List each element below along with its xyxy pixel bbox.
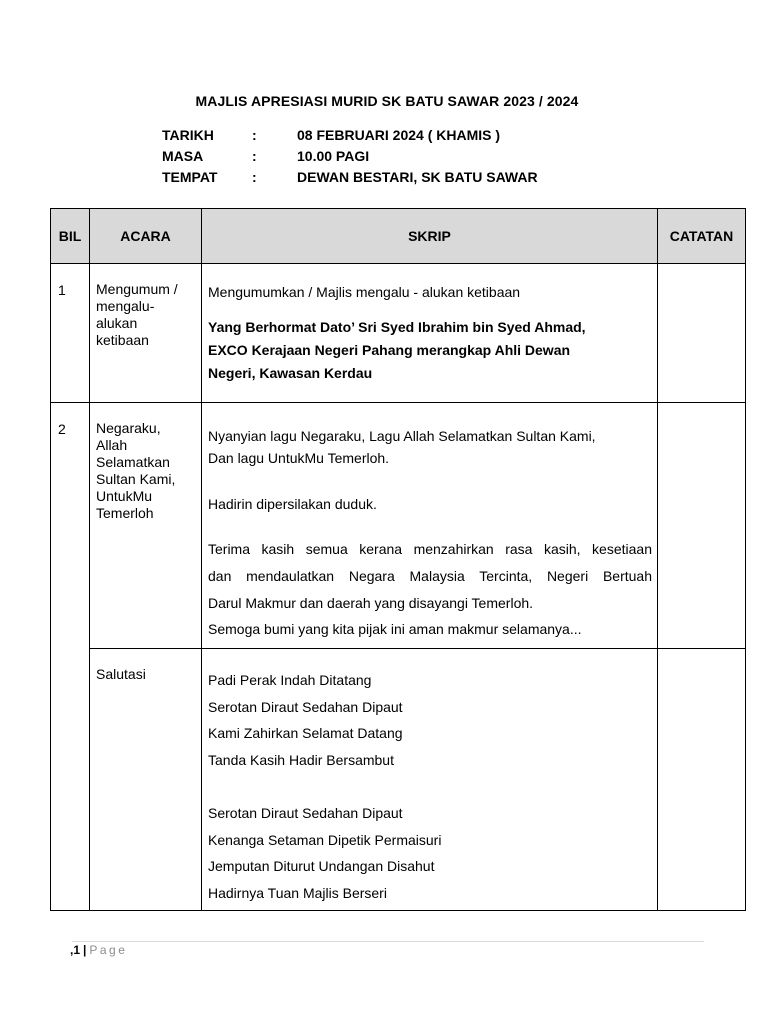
skrip-cell <box>202 649 658 911</box>
header-skrip: SKRIP <box>202 209 658 264</box>
script-line: Terima kasih semua kerana menzahirkan rasa kasih, kesetiaan <box>208 541 652 557</box>
script-line: dan mendaulatkan Negara Malaysia Tercinta, Negeri Bertuah <box>208 568 652 584</box>
verse-line: Kami Zahirkan Selamat Datang <box>208 725 403 741</box>
header-catatan: CATATAN <box>658 209 746 264</box>
acara-line: Sultan Kami, <box>96 471 176 487</box>
info-value: DEWAN BESTARI, SK BATU SAWAR <box>297 169 538 185</box>
verse-line: Jemputan Diturut Undangan Disahut <box>208 858 435 874</box>
verse-line: Tanda Kasih Hadir Bersambut <box>208 751 394 768</box>
catatan-cell <box>658 649 746 911</box>
info-colon: : <box>252 127 257 143</box>
acara-line: alukan <box>96 315 138 331</box>
skrip-cell <box>202 264 658 403</box>
acara-line: mengalu- <box>96 298 155 314</box>
script-line: Dan lagu UntukMu Temerloh. <box>208 450 390 466</box>
script-guest-line: Negeri, Kawasan Kerdau <box>208 365 373 381</box>
verse-line: Hadirnya Tuan Majlis Berseri <box>208 884 387 901</box>
acara-line: Mengumum / <box>96 281 178 297</box>
verse-line: Kenanga Setaman Dipetik Permaisuri <box>208 831 442 848</box>
table-row <box>51 264 746 403</box>
verse-line: Serotan Diraut Sedahan Dipaut <box>208 805 403 821</box>
acara-line: UntukMu <box>96 488 153 504</box>
info-value: 10.00 PAGI <box>297 148 370 164</box>
info-row-date <box>162 126 538 147</box>
table-header-row <box>51 209 746 264</box>
script-line: Semoga bumi yang kita pijak ini aman makmur selamanya... <box>208 621 582 637</box>
script-guest-line: EXCO Kerajaan Negeri Pahang merangkap Ahli Dewan <box>208 342 571 358</box>
info-value: 08 FEBRUARI 2024 ( KHAMIS ) <box>297 127 501 143</box>
acara-cell <box>90 649 202 911</box>
bil-cell: 1 <box>51 264 90 403</box>
document-title: MAJLIS APRESIASI MURID SK BATU SAWAR 2023 / 2024 <box>195 93 579 109</box>
verse-line: Padi Perak Indah Ditatang <box>208 672 372 688</box>
page-label: Page <box>89 943 128 957</box>
table-row <box>51 649 746 911</box>
script-line: Hadirin dipersilakan duduk. <box>208 496 377 512</box>
info-label: TEMPAT <box>162 169 218 185</box>
bil-cell: 2 <box>51 403 90 911</box>
info-label: MASA <box>162 148 204 164</box>
event-info <box>162 126 538 189</box>
program-table <box>50 208 746 911</box>
page-footer <box>70 943 127 957</box>
catatan-cell <box>658 403 746 649</box>
info-label: TARIKH <box>162 127 214 143</box>
script-line: Nyanyian lagu Negaraku, Lagu Allah Selamatkan Sultan Kami, <box>208 428 596 444</box>
acara-cell <box>90 403 202 649</box>
catatan-cell <box>658 264 746 403</box>
acara-line: Allah <box>96 437 128 453</box>
info-row-venue <box>162 168 538 189</box>
script-guest-line: Yang Berhormat Dato’ Sri Syed Ibrahim bin Syed Ahmad, <box>208 319 586 335</box>
info-colon: : <box>252 169 257 185</box>
verse-line: Serotan Diraut Sedahan Dipaut <box>208 698 403 715</box>
header-bil: BIL <box>51 209 90 264</box>
table-row <box>51 403 746 649</box>
acara-line: Temerloh <box>96 505 154 521</box>
footer-separator: | <box>83 943 87 957</box>
info-colon: : <box>252 148 257 164</box>
acara-line: Selamatkan <box>96 454 170 470</box>
header-acara: ACARA <box>90 209 202 264</box>
acara-line: Salutasi <box>96 666 146 682</box>
info-row-time <box>162 147 538 168</box>
script-line: Darul Makmur dan daerah yang disayangi Temerloh. <box>208 595 534 611</box>
footer-divider <box>72 941 704 942</box>
acara-line: ketibaan <box>96 332 149 348</box>
acara-line: Negaraku, <box>96 420 161 436</box>
skrip-cell <box>202 403 658 649</box>
page-number: ,1 <box>70 943 81 957</box>
script-intro: Mengumumkan / Majlis mengalu - alukan ketibaan <box>208 284 521 300</box>
acara-cell <box>90 264 202 403</box>
